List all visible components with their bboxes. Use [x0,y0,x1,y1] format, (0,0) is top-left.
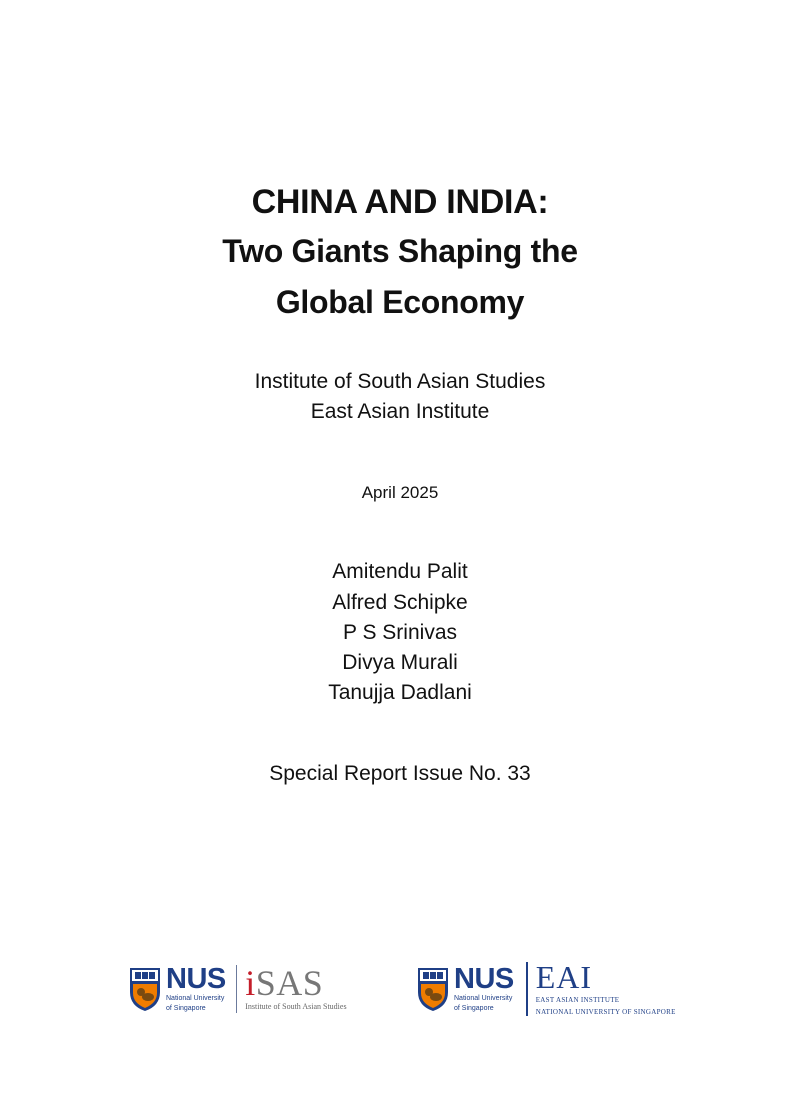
eai-subtitle-line-1: EAST ASIAN INSTITUTE [535,996,620,1004]
publication-date: April 2025 [361,483,439,502]
nus-subtitle-line-2: of Singapore [166,1005,206,1012]
report-title [0,178,800,328]
author-5: Tanujja Dadlani [328,681,472,704]
author-2: Alfred Schipke [332,591,468,614]
isas-subtitle: Institute of South Asian Studies [245,1002,347,1011]
author-4: Divya Murali [342,651,458,674]
nus-subtitle-line-1: National University [454,995,513,1002]
eai-wordmark: EAI [535,959,593,995]
nus-crest-icon [128,966,162,1012]
logo-divider [526,962,528,1016]
series-label: Special Report Issue No. 33 [269,762,531,785]
institute-name-1: Institute of South Asian Studies [254,370,546,393]
eai-subtitle-line-2: NATIONAL UNIVERSITY OF SINGAPORE [535,1008,676,1016]
nus-wordmark: NUS [166,963,226,995]
nus-subtitle-line-1: National University [166,995,225,1002]
nus-subtitle-line-2: of Singapore [454,1005,494,1012]
nus-crest-icon [416,966,450,1012]
nus-wordmark: NUS [454,963,514,995]
isas-i-letter: i [245,963,256,1003]
institute-name-2: East Asian Institute [310,400,490,423]
author-1: Amitendu Palit [332,560,468,583]
title-line-3: Global Economy [275,284,525,320]
author-3: P S Srinivas [343,621,457,644]
title-line-2: Two Giants Shaping the [222,233,578,269]
nus-isas-logo [128,957,347,1021]
title-line-1: CHINA AND INDIA: [251,183,549,221]
isas-letters: SAS [255,963,324,1003]
logo-divider [236,965,238,1013]
nus-eai-logo [416,957,676,1021]
isas-wordmark [245,963,346,1003]
